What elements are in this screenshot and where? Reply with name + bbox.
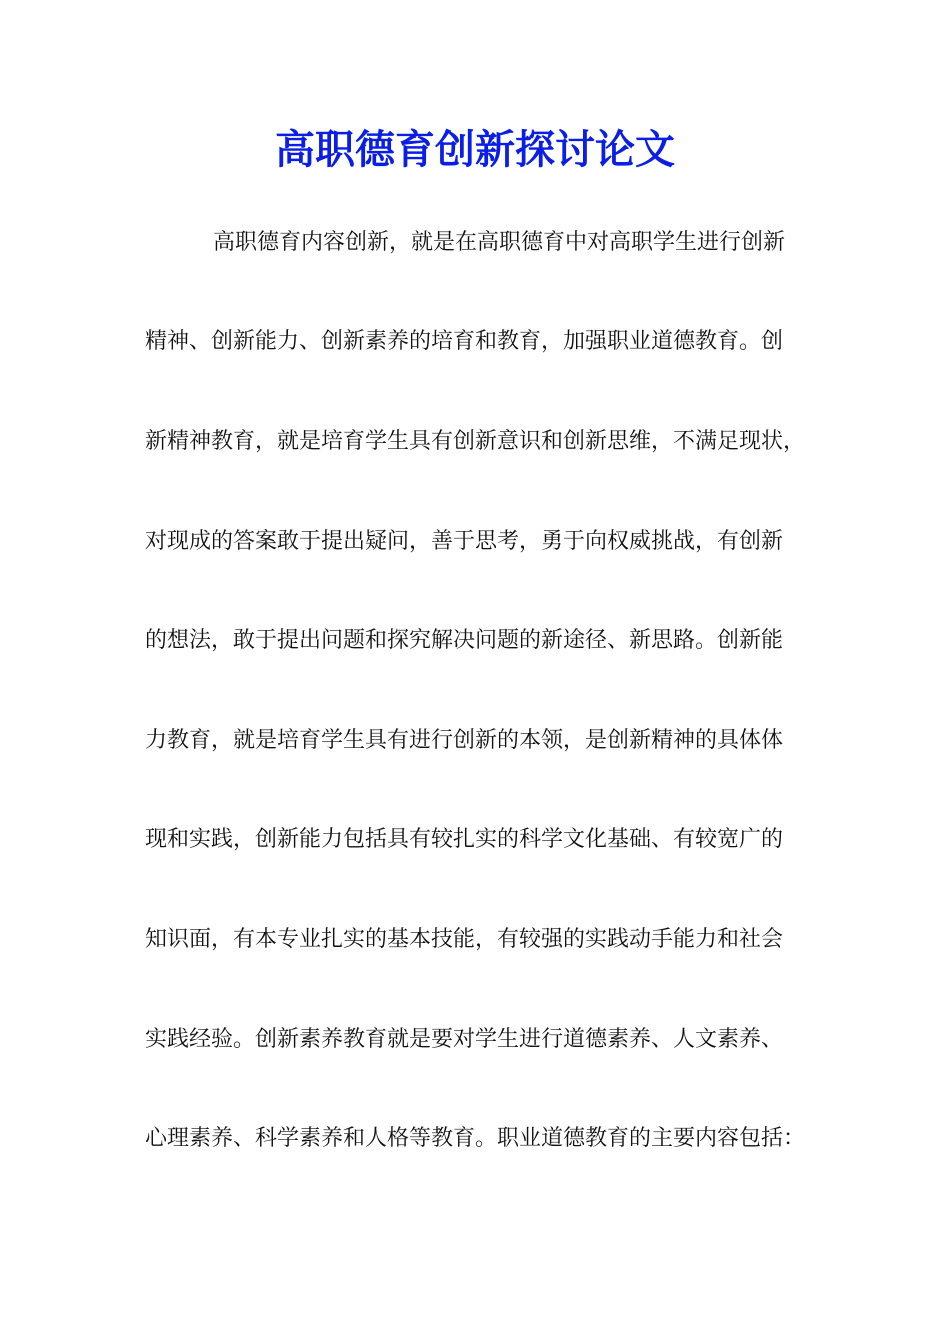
paragraph-line: 精神、创新能力、创新素养的培育和教育，加强职业道德教育。创: [145, 329, 784, 354]
paragraph-line: 心理素养、科学素养和人格等教育。职业道德教育的主要内容包括：: [145, 1126, 806, 1151]
paragraph-line: 的想法，敢于提出问题和探究解决问题的新途径、新思路。创新能: [145, 628, 784, 653]
paragraph-line: 现和实践，创新能力包括具有较扎实的科学文化基础、有较宽广的: [145, 827, 784, 852]
paragraph-line: 对现成的答案敢于提出疑问，善于思考，勇于向权威挑战，有创新: [145, 529, 784, 554]
paragraph-line: 高职德育内容创新，就是在高职德育中对高职学生进行创新: [213, 230, 786, 255]
paragraph-line: 新精神教育，就是培育学生具有创新意识和创新思维，不满足现状，: [145, 429, 806, 454]
document-title: 高职德育创新探讨论文: [275, 126, 675, 173]
paragraph-line: 力教育，就是培育学生具有进行创新的本领，是创新精神的具体体: [145, 728, 784, 753]
paragraph-line: 实践经验。创新素养教育就是要对学生进行道德素养、人文素养、: [145, 1027, 784, 1052]
paragraph-line: 知识面，有本专业扎实的基本技能，有较强的实践动手能力和社会: [145, 927, 784, 952]
